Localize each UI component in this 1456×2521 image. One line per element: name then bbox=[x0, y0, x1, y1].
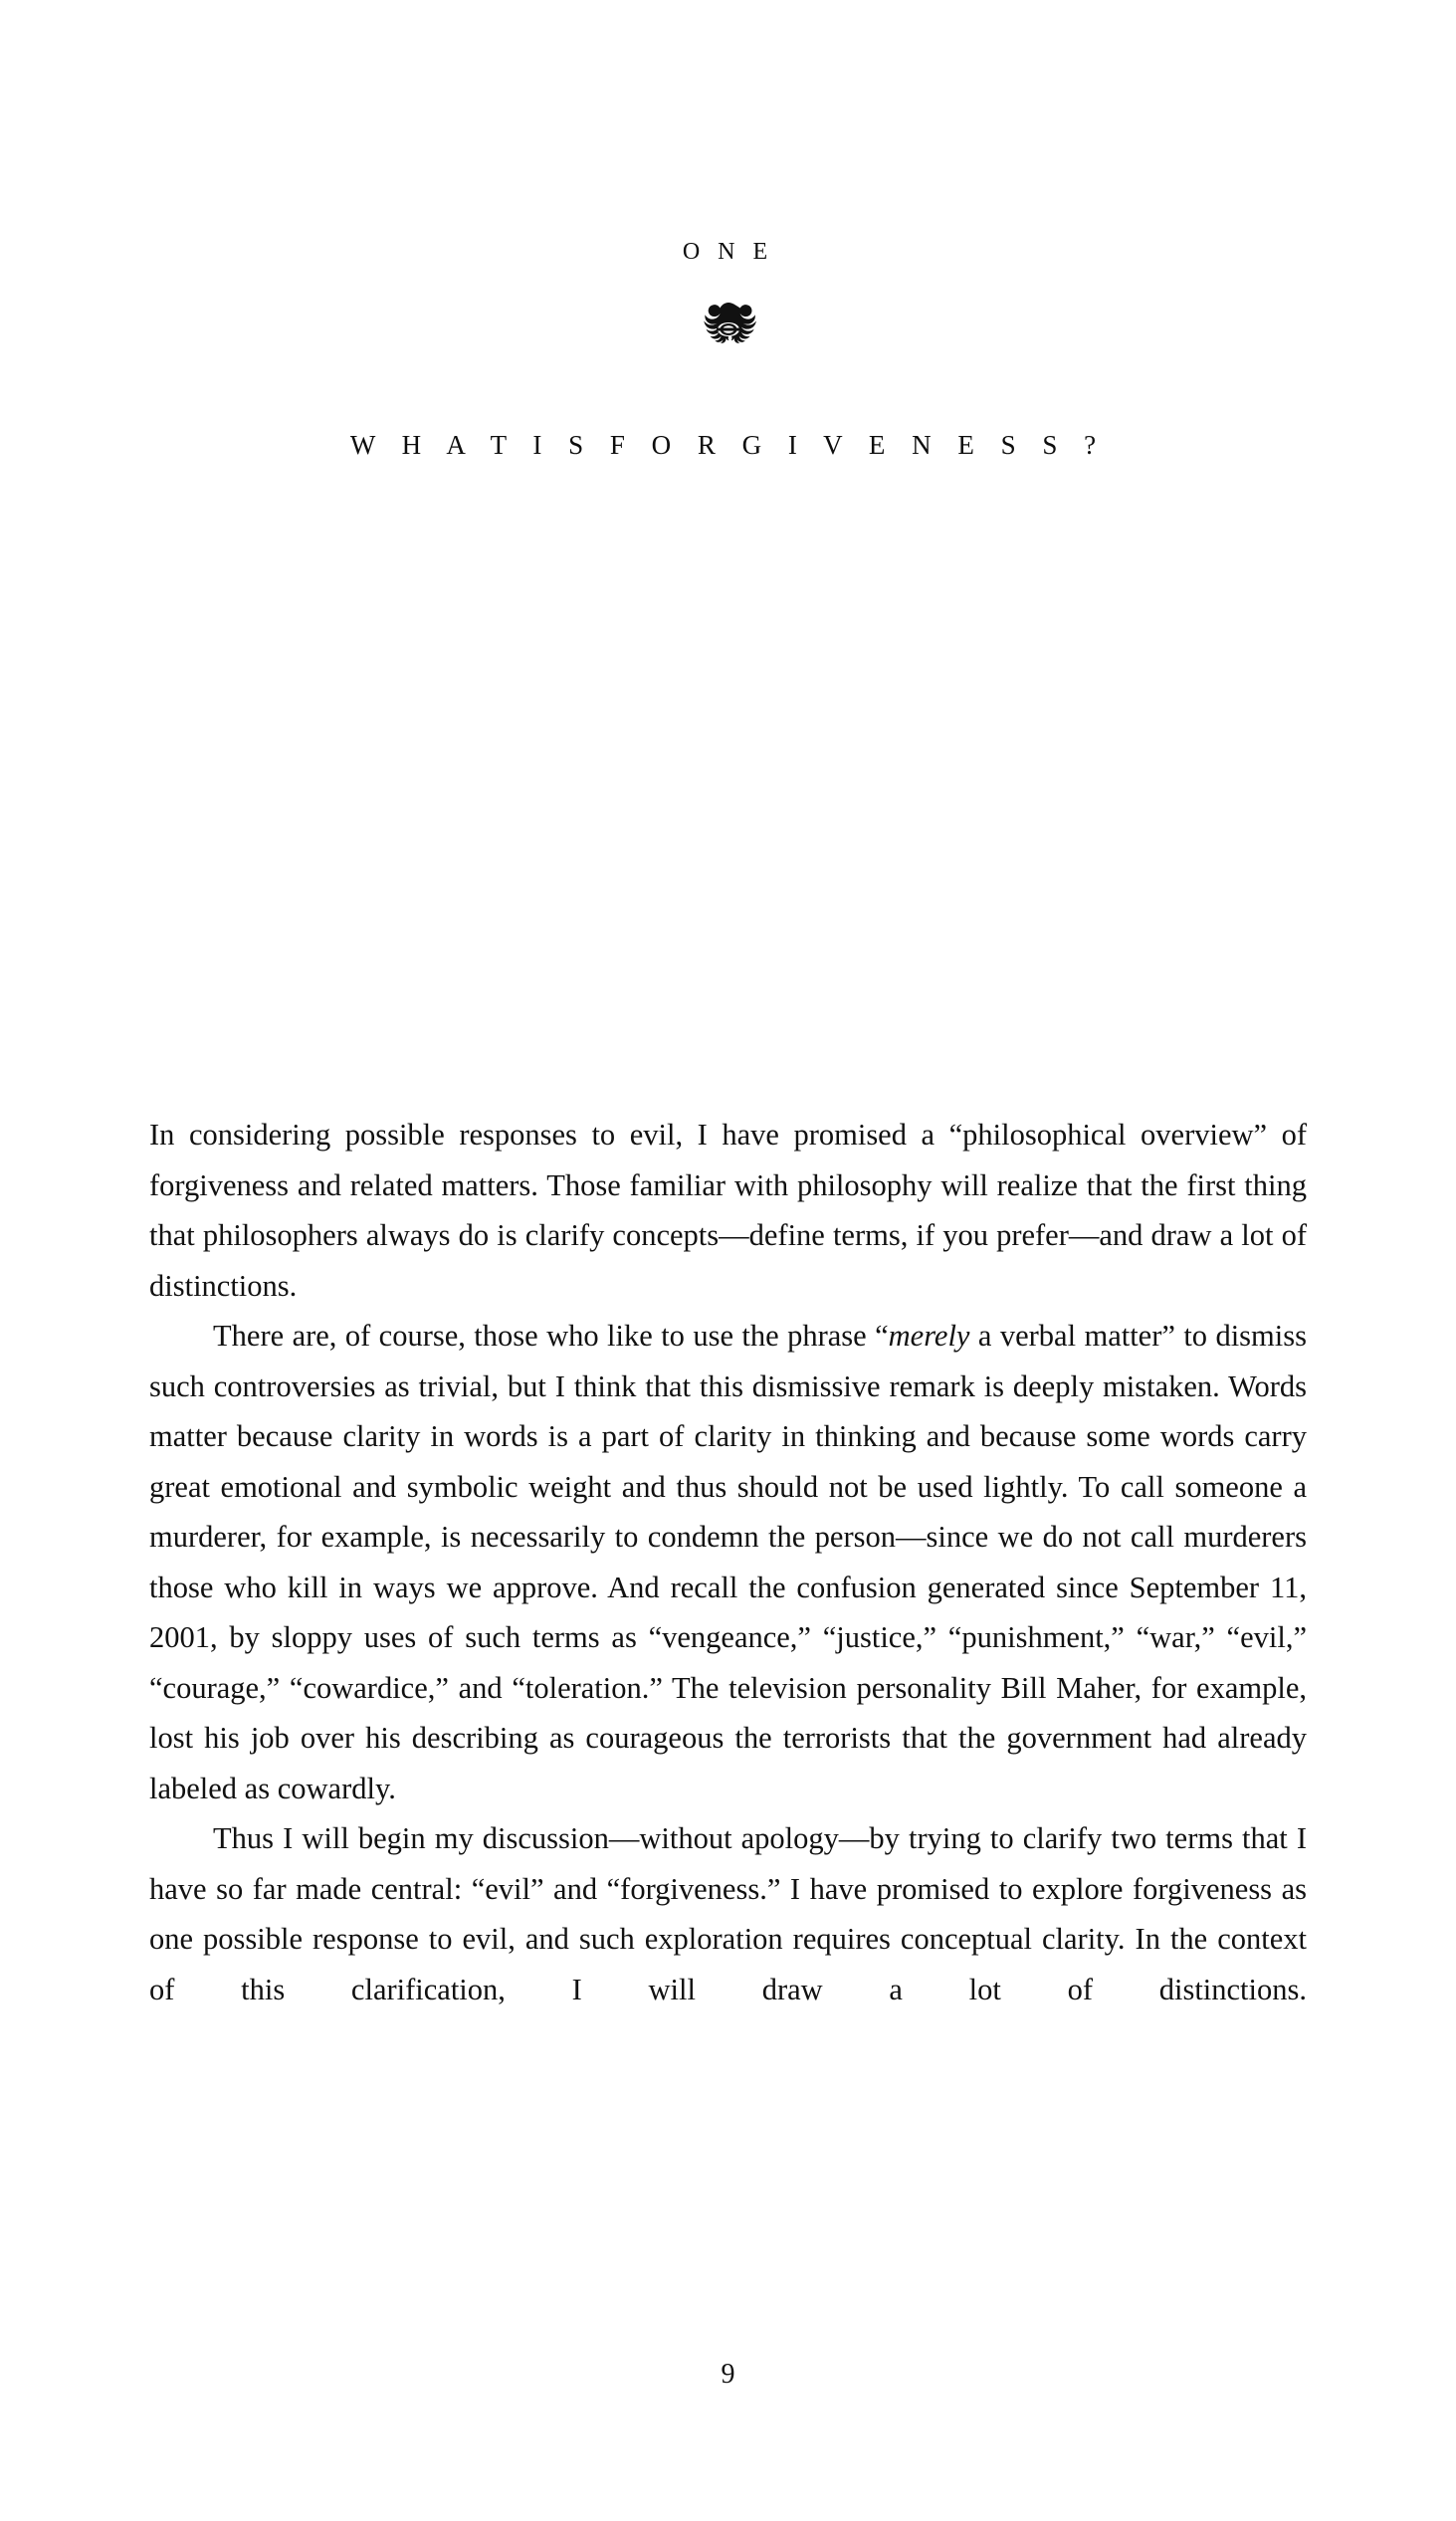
floral-ornament-icon bbox=[149, 299, 1307, 365]
paragraph-2 bbox=[149, 1311, 1307, 1813]
page-content bbox=[149, 0, 1307, 2521]
paragraph-3: Thus I will begin my discussion—without apology—by trying to clarify two terms that I have so far made central: “evil” and “forgiveness.” I have promised to explore forgiveness as one possible response to evil, and such exploration requires conceptual clarity. In the context of this clarification, I will draw a lot of distinctions. bbox=[149, 1821, 1307, 2006]
paragraph-2-part-a: There are, of course, those who like to use the phrase “ bbox=[213, 1319, 889, 1353]
paragraph-1: In considering possible responses to evil, I have promised a “philosophical overview” of forgiveness and related matters. Those familiar with philosophy will realize that the first thing that philosophers always do is clarify concepts—define terms, if you prefer—and draw a lot of distinctions. bbox=[149, 1118, 1307, 1303]
chapter-number: O N E bbox=[682, 239, 774, 265]
body-text bbox=[149, 1110, 1307, 2065]
paragraph-2-italic-phrase: merely bbox=[888, 1319, 970, 1353]
chapter-title: W H A T I S F O R G I V E N E S S ? bbox=[349, 430, 1107, 460]
page-number: 9 bbox=[721, 2359, 735, 2390]
paragraph-2-part-b: a verbal matter” to dismiss such controversies as trivial, but I think that this dismissive remark is deeply mistaken. Words matter because clarity in words is a part of clarity in thinking and because some words carry great emotional and symbolic weight and thus should not be used lightly. To call someone a murderer, for example, is necessarily to condemn the person—since we do not call murderers those who kill in ways we approve. And recall the confusion generated since September 11, 2001, by sloppy uses of such terms as “vengeance,” “justice,” “punishment,” “war,” “evil,” “courage,” “cowardice,” and “toleration.” The television personality Bill Maher, for example, lost his job over his describing as courageous the terrorists that the government had already labeled as cowardly. bbox=[149, 1319, 1307, 1805]
